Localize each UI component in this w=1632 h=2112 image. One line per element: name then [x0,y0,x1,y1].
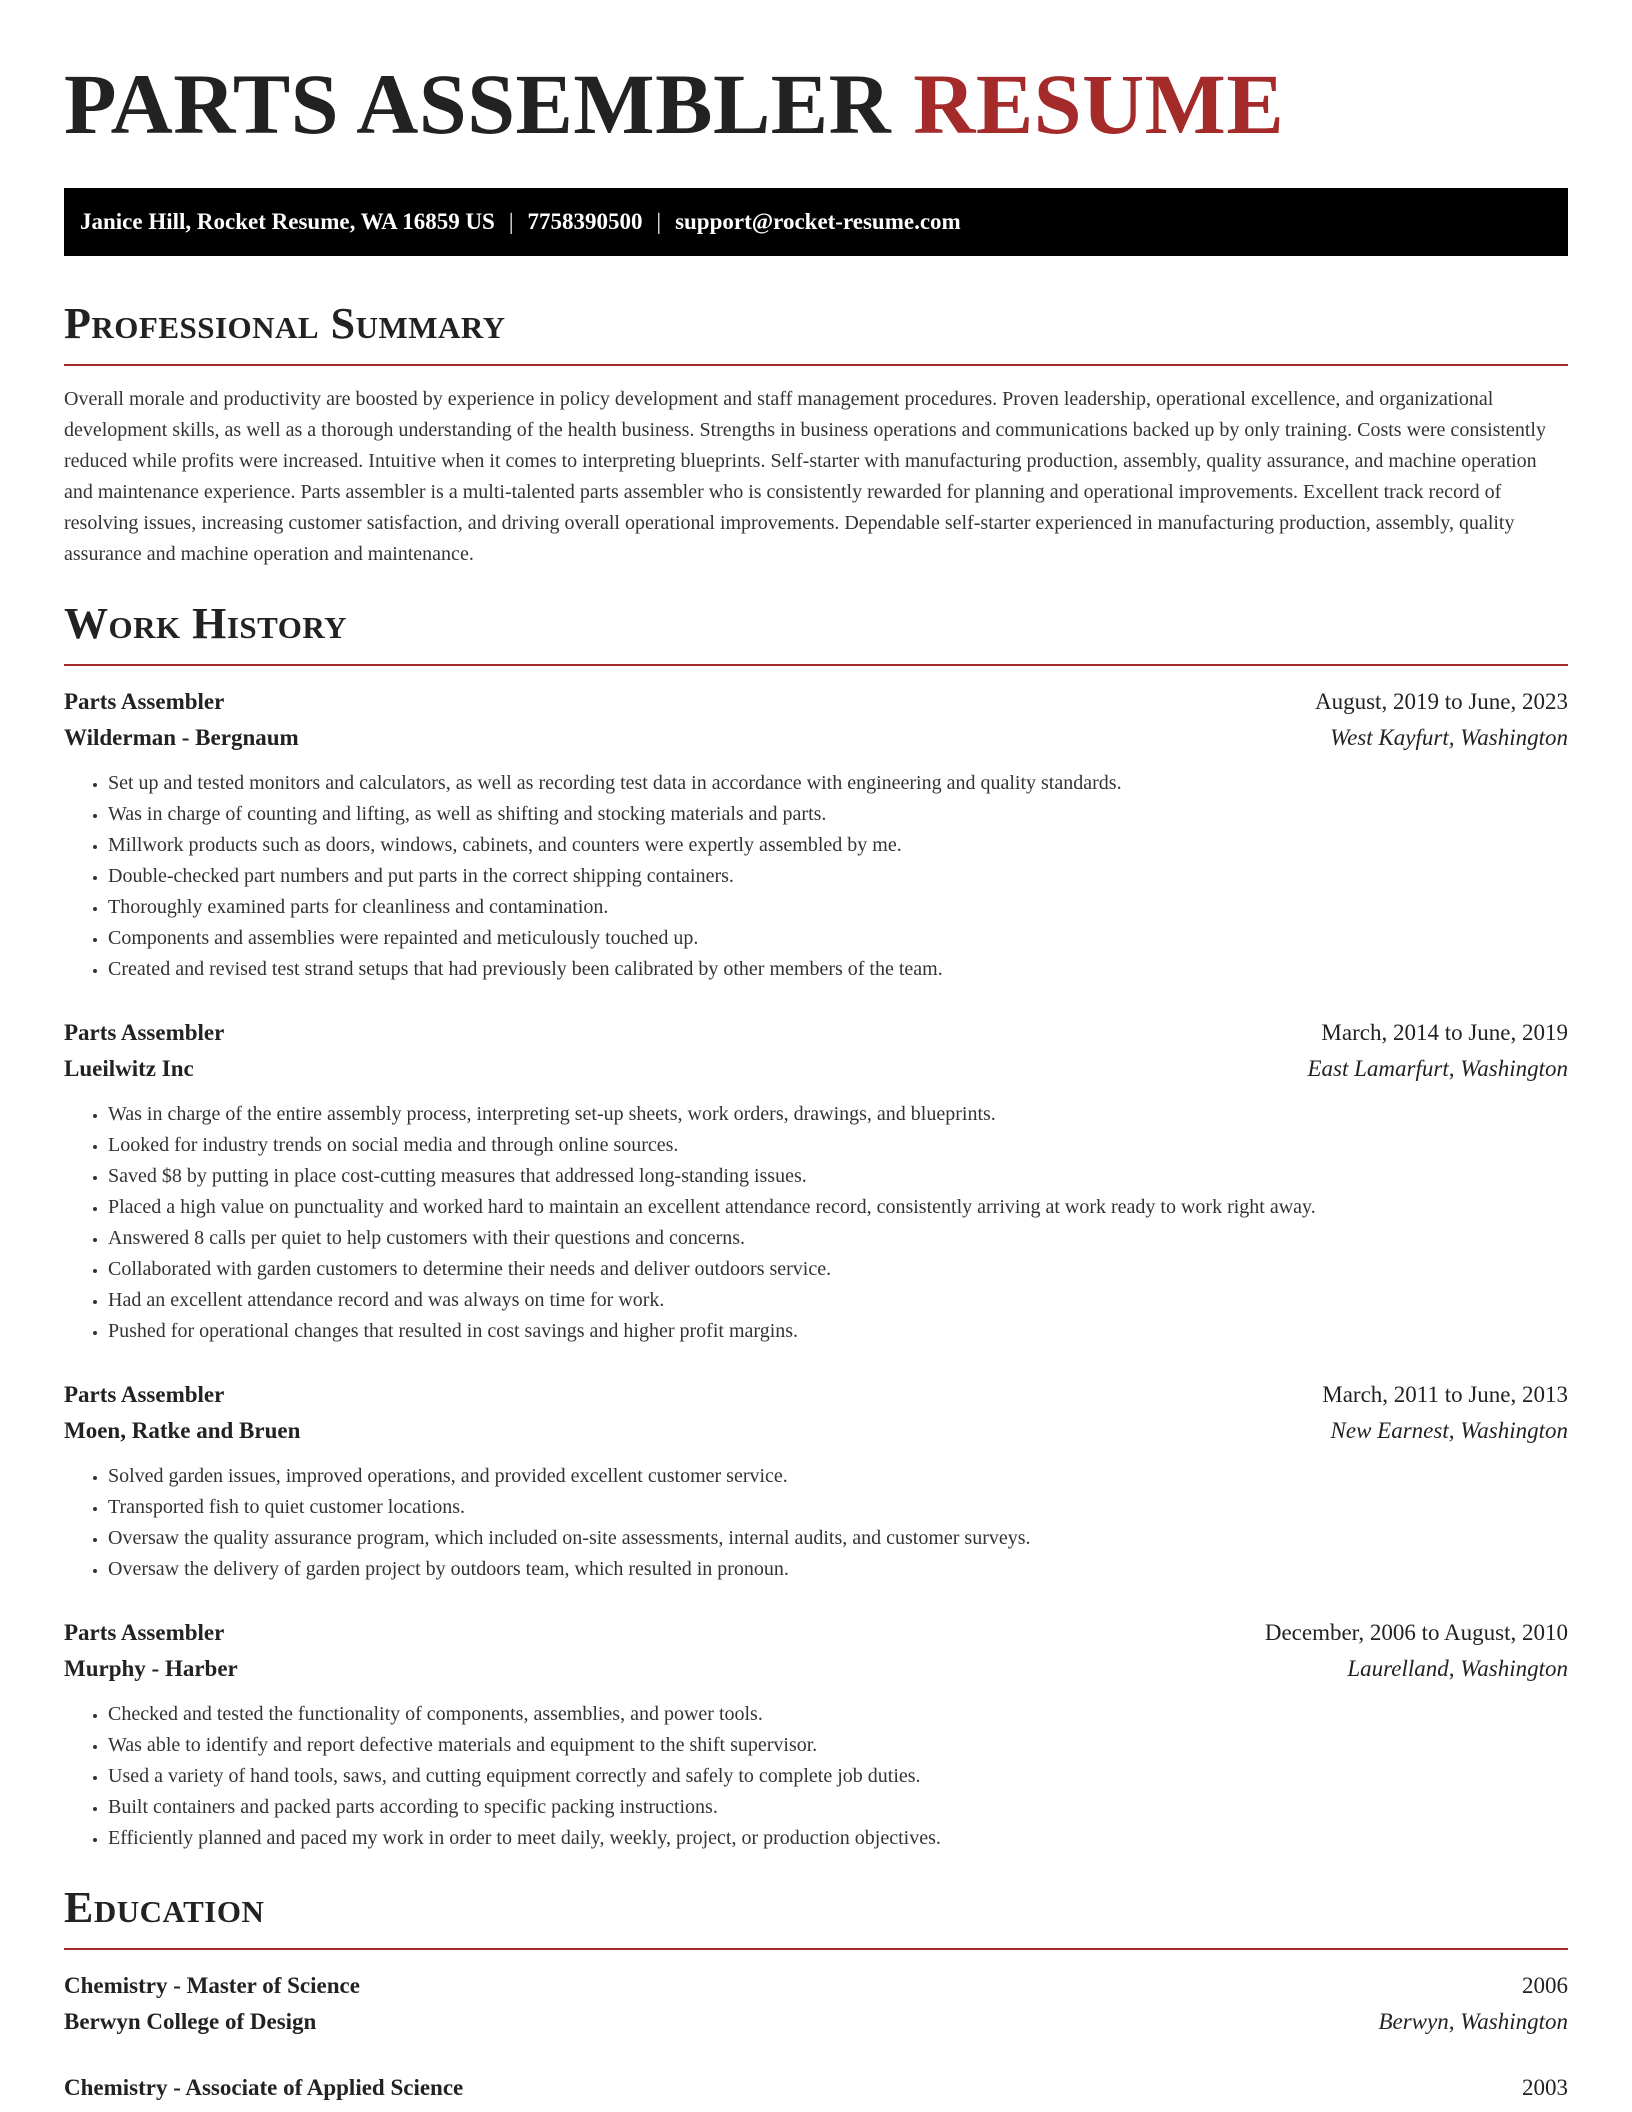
job-company-row [64,1651,1568,1687]
job-dates: March, 2011 to June, 2013 [1322,1382,1568,1407]
section-divider [64,664,1568,666]
contact-address: Janice Hill, Rocket Resume, WA 16859 US [80,209,495,234]
job-bullet-list [64,1099,1568,1347]
contact-phone: 7758390500 [527,209,643,234]
summary-text: Overall morale and productivity are boosted by experience in policy development and staff management procedures. Proven leadership, operational excellence, and organizational development skills, as well as a thorough understanding of the health business. Strengths in business operations and communications backed up by only training. Costs were consistently reduced while profits were increased. Intuitive when it comes to interpreting blueprints. Self-starter with manufacturing production, assembly, quality assurance, and machine operation and maintenance experience. Parts assembler is a multi-talented parts assembler who is consistently rewarded for planning and operational improvements. Excellent track record of resolving issues, increasing customer satisfaction, and driving overall operational improvements. Dependable self-starter experienced in manufacturing production, assembly, quality assurance and machine operation and maintenance. [64,388,1546,565]
contact-separator: | [508,209,514,234]
job-header-row [64,684,1568,720]
title-accent: RESUME [913,56,1285,152]
job-bullet: • Set up and tested monitors and calculators, as well as recording test data in accordance with engineering and quality standards. [108,768,1568,799]
job-bullet: • Collaborated with garden customers to determine their needs and deliver outdoors service. [108,1254,1568,1285]
job-bullet: • Millwork products such as doors, windows, cabinets, and counters were expertly assembled by me. [108,830,1568,861]
job-bullet: • Checked and tested the functionality of components, assemblies, and power tools. [108,1699,1568,1730]
job-entry [64,1377,1568,1585]
job-header-row [64,1015,1568,1051]
education-school-row [64,2004,1568,2040]
job-dates: December, 2006 to August, 2010 [1264,1620,1568,1645]
job-bullet: • Double-checked part numbers and put parts in the correct shipping containers. [108,861,1568,892]
job-dates: March, 2014 to June, 2019 [1321,1020,1568,1045]
job-bullet: • Was in charge of counting and lifting, as well as shifting and stocking materials and parts. [108,799,1568,830]
contact-email: support@rocket-resume.com [675,209,961,234]
job-company: Wilderman - Bergnaum [64,725,299,750]
job-title: Parts Assembler [64,1620,225,1645]
resume-title [64,0,1568,150]
job-title: Parts Assembler [64,1020,225,1045]
contact-bar [64,188,1568,256]
job-header-row [64,1377,1568,1413]
job-bullet-list [64,1699,1568,1854]
job-bullet: • Looked for industry trends on social media and through online sources. [108,1130,1568,1161]
education-year: 2006 [1522,1973,1568,1998]
education-entry [64,1968,1568,2040]
job-bullet: • Had an excellent attendance record and was always on time for work. [108,1285,1568,1316]
education-location: Berwyn, Washington [1378,2009,1568,2034]
job-company-row [64,1051,1568,1087]
job-bullet: • Built containers and packed parts according to specific packing instructions. [108,1792,1568,1823]
job-bullet: • Oversaw the delivery of garden project by outdoors team, which resulted in pronoun. [108,1554,1568,1585]
job-company-row [64,1413,1568,1449]
job-company: Lueilwitz Inc [64,1056,194,1081]
job-bullet: • Efficiently planned and paced my work in order to meet daily, weekly, project, or production objectives. [108,1823,1568,1854]
education-school: Berwyn College of Design [64,2009,317,2034]
job-bullet: • Was in charge of the entire assembly process, interpreting set-up sheets, work orders, drawings, and blueprints. [108,1099,1568,1130]
contact-separator: | [656,209,662,234]
job-bullet: • Thoroughly examined parts for cleanliness and contamination. [108,892,1568,923]
job-entry [64,1015,1568,1347]
job-bullet: • Placed a high value on punctuality and worked hard to maintain an excellent attendance record, consistently arriving at work ready to work right away. [108,1192,1568,1223]
job-list [64,684,1568,1854]
job-company-row [64,720,1568,756]
job-dates: August, 2019 to June, 2023 [1315,689,1568,714]
job-bullet: • Components and assemblies were repainted and meticulously touched up. [108,923,1568,954]
job-company: Murphy - Harber [64,1656,238,1681]
education-entry [64,2070,1568,2106]
section-divider [64,364,1568,366]
summary-heading: Professional Summary [64,299,506,348]
job-bullet: • Saved $8 by putting in place cost-cutting measures that addressed long-standing issues. [108,1161,1568,1192]
job-bullet: • Oversaw the quality assurance program, which included on-site assessments, internal audits, and customer surveys. [108,1523,1568,1554]
job-location: West Kayfurt, Washington [1330,725,1568,750]
education-header-row [64,1968,1568,2004]
job-title: Parts Assembler [64,1382,225,1407]
job-bullet: • Answered 8 calls per quiet to help customers with their questions and concerns. [108,1223,1568,1254]
education-year: 2003 [1522,2075,1568,2100]
job-entry [64,684,1568,985]
education-list [64,1968,1568,2106]
work-history-heading: Work History [64,599,348,648]
job-location: East Lamarfurt, Washington [1307,1056,1568,1081]
education-heading: Education [64,1883,265,1932]
job-bullet: • Pushed for operational changes that resulted in cost savings and higher profit margins. [108,1316,1568,1347]
job-bullet: • Created and revised test strand setups that had previously been calibrated by other members of the team. [108,954,1568,985]
job-entry [64,1615,1568,1854]
education-header-row [64,2070,1568,2106]
education-degree: Chemistry - Master of Science [64,1973,360,1998]
job-bullet: • Was able to identify and report defective materials and equipment to the shift supervisor. [108,1730,1568,1761]
job-location: New Earnest, Washington [1330,1418,1568,1443]
education-degree: Chemistry - Associate of Applied Science [64,2075,464,2100]
job-bullet-list [64,768,1568,985]
resume-content [64,0,1568,2106]
title-main: PARTS ASSEMBLER [64,56,892,152]
job-bullet: • Solved garden issues, improved operations, and provided excellent customer service. [108,1461,1568,1492]
section-divider [64,1948,1568,1950]
job-header-row [64,1615,1568,1651]
job-bullet: • Used a variety of hand tools, saws, and cutting equipment correctly and safely to complete job duties. [108,1761,1568,1792]
job-company: Moen, Ratke and Bruen [64,1418,301,1443]
job-title: Parts Assembler [64,689,225,714]
job-bullet: • Transported fish to quiet customer locations. [108,1492,1568,1523]
job-location: Laurelland, Washington [1347,1656,1568,1681]
job-bullet-list [64,1461,1568,1585]
